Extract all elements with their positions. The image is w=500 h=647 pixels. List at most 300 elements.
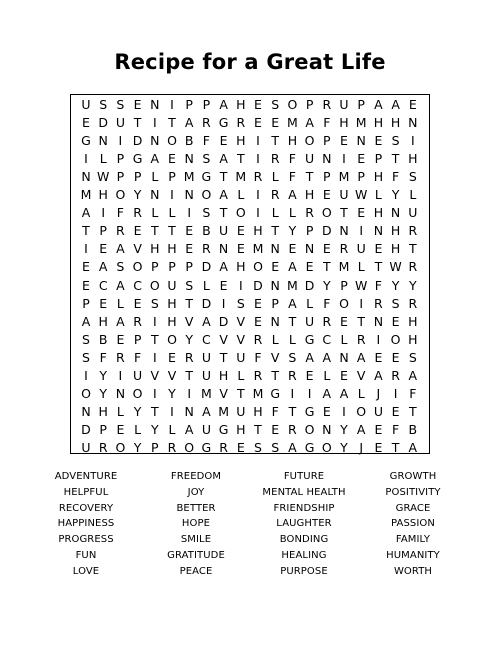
grid-row — [71, 240, 429, 258]
grid-letter: J — [359, 440, 364, 456]
grid-letter: L — [134, 422, 142, 438]
grid-letter: R — [374, 295, 383, 311]
grid-letter: A — [408, 368, 418, 383]
grid-letter: I — [290, 386, 295, 402]
grid-letter: E — [82, 114, 90, 130]
grid-row — [71, 403, 429, 421]
grid-letter: O — [115, 440, 126, 456]
grid-letter: N — [270, 313, 280, 329]
grid-letter: I — [170, 187, 174, 202]
word-list-item: HAPPINESS — [57, 518, 115, 530]
grid-letter: P — [323, 168, 331, 184]
grid-letter: P — [271, 295, 279, 311]
grid-letter: O — [132, 386, 143, 402]
grid-letter: G — [304, 404, 315, 420]
grid-letter: O — [356, 404, 367, 420]
grid-letter: I — [187, 386, 192, 402]
grid-letter: T — [357, 313, 365, 329]
grid-letter: R — [270, 150, 280, 166]
grid-letter: S — [254, 440, 262, 456]
grid-letter: P — [151, 259, 159, 275]
grid-letter: E — [322, 404, 331, 420]
grid-letter: O — [253, 259, 263, 275]
grid-letter: G — [304, 331, 315, 347]
grid-letter: U — [339, 187, 349, 202]
grid-letter: H — [236, 96, 246, 112]
grid-letter: F — [391, 168, 400, 184]
grid-letter: H — [373, 168, 384, 184]
grid-letter: M — [338, 168, 350, 184]
grid-letter: T — [219, 205, 228, 221]
grid-letter: M — [252, 386, 264, 402]
grid-letter: Y — [133, 404, 142, 420]
grid-letter: A — [202, 404, 211, 420]
grid-letter: I — [101, 205, 106, 221]
grid-letter: N — [98, 132, 108, 148]
grid-letter: E — [305, 259, 314, 275]
word-list — [0, 471, 500, 591]
grid-letter: E — [236, 440, 245, 456]
grid-letter: E — [374, 132, 383, 148]
grid-letter: E — [116, 422, 125, 438]
grid-letter: P — [202, 96, 211, 112]
grid-row — [71, 204, 429, 222]
grid-letter: O — [287, 96, 298, 112]
grid-letter: V — [270, 349, 280, 365]
grid-letter: O — [184, 440, 195, 456]
grid-letter: A — [305, 349, 314, 365]
grid-letter: E — [340, 313, 348, 329]
grid-letter: A — [150, 150, 160, 166]
grid-letter: E — [185, 241, 194, 257]
grid-letter: L — [99, 150, 107, 166]
grid-row — [71, 186, 429, 204]
grid-letter: H — [390, 241, 401, 257]
grid-letter: R — [356, 331, 366, 347]
grid-letter: E — [322, 187, 331, 202]
grid-row — [71, 168, 429, 186]
grid-letter: M — [218, 404, 229, 420]
grid-letter: H — [373, 205, 384, 221]
grid-letter: T — [150, 404, 159, 420]
grid-letter: G — [132, 150, 143, 166]
grid-letter: E — [271, 259, 280, 275]
grid-letter: Y — [99, 368, 107, 383]
grid-letter: S — [99, 96, 108, 112]
grid-letter: T — [391, 150, 400, 166]
grid-letter: O — [339, 295, 349, 311]
grid-letter: S — [408, 168, 417, 184]
grid-letter: P — [151, 440, 159, 456]
grid-letter: L — [288, 205, 296, 221]
grid-letter: H — [339, 114, 349, 130]
grid-letter: Y — [99, 386, 107, 402]
word-list-item: FREEDOM — [170, 471, 222, 482]
grid-letter: A — [219, 187, 228, 202]
grid-letter: M — [183, 168, 195, 184]
word-list-item: HELPFUL — [63, 486, 109, 498]
word-list-item: GRACE — [395, 502, 431, 514]
grid-letter: E — [391, 404, 400, 420]
grid-letter: I — [256, 187, 260, 202]
grid-row — [71, 439, 429, 457]
grid-letter: A — [116, 277, 125, 293]
grid-letter: Y — [150, 422, 159, 438]
word-list-item: FUN — [75, 550, 97, 561]
grid-letter: F — [288, 168, 296, 184]
grid-letter: O — [390, 331, 401, 347]
grid-letter: N — [150, 132, 160, 148]
grid-letter: S — [202, 205, 211, 221]
grid-row — [71, 114, 429, 132]
grid-letter: O — [132, 259, 143, 275]
grid-letter: E — [116, 331, 125, 347]
grid-letter: I — [170, 404, 174, 420]
grid-letter: A — [219, 96, 228, 112]
grid-letter: S — [150, 295, 159, 311]
grid-letter: N — [322, 150, 332, 166]
grid-letter: S — [82, 349, 90, 365]
grid-letter: L — [409, 187, 417, 202]
grid-letter: R — [270, 187, 280, 202]
grid-letter: N — [270, 277, 280, 293]
grid-letter: E — [82, 277, 90, 293]
word-list-item: PURPOSE — [280, 565, 328, 577]
grid-letter: E — [133, 223, 142, 239]
grid-letter: E — [357, 205, 366, 221]
grid-letter: H — [253, 223, 263, 239]
word-list-item: PASSION — [391, 518, 435, 530]
grid-letter: I — [84, 368, 88, 383]
grid-letter: N — [304, 241, 315, 257]
grid-letter: N — [150, 187, 160, 202]
grid-letter: W — [355, 277, 368, 293]
grid-letter: E — [168, 150, 176, 166]
grid-letter: L — [357, 259, 365, 275]
grid-letter: N — [373, 313, 384, 329]
grid-letter: A — [288, 187, 297, 202]
grid-letter: E — [168, 349, 176, 365]
grid-letter: E — [133, 295, 142, 311]
grid-letter: A — [184, 114, 194, 130]
word-list-item: HEALING — [281, 550, 327, 561]
grid-letter: E — [185, 223, 194, 239]
grid-letter: P — [323, 132, 331, 148]
grid-letter: T — [82, 223, 90, 239]
grid-letter: U — [115, 114, 125, 130]
grid-letter: L — [271, 331, 279, 347]
grid-row — [71, 295, 429, 313]
grid-letter: G — [304, 440, 315, 456]
grid-letter: H — [408, 150, 418, 166]
grid-letter: H — [408, 331, 418, 347]
grid-letter: E — [254, 96, 262, 112]
grid-letter: R — [133, 205, 142, 221]
grid-letter: V — [167, 368, 177, 383]
grid-letter: H — [287, 132, 298, 148]
grid-letter: A — [408, 440, 418, 456]
grid-letter: F — [254, 349, 262, 365]
grid-letter: Y — [133, 187, 142, 202]
grid-letter: H — [150, 241, 160, 257]
grid-letter: S — [271, 440, 280, 456]
grid-letter: E — [271, 422, 280, 438]
grid-letter: O — [304, 422, 315, 438]
grid-letter: N — [81, 404, 91, 420]
grid-letter: R — [253, 168, 263, 184]
word-list-item: FAMILY — [395, 534, 431, 546]
grid-letter: H — [304, 187, 315, 202]
grid-letter: E — [133, 96, 142, 112]
grid-letter: U — [408, 205, 418, 221]
word-list-item: BETTER — [176, 502, 216, 514]
grid-letter: O — [115, 187, 126, 202]
word-list-item: LAUGHTER — [276, 518, 332, 530]
grid-letter: I — [342, 150, 346, 166]
grid-letter: M — [252, 241, 264, 257]
grid-letter: M — [355, 114, 367, 130]
grid-letter: T — [168, 223, 176, 239]
grid-letter: U — [219, 223, 229, 239]
grid-letter: I — [187, 205, 192, 221]
grid-letter: N — [373, 223, 384, 239]
grid-letter: E — [254, 114, 262, 130]
grid-row — [71, 96, 429, 114]
grid-letter: H — [98, 313, 108, 329]
grid-letter: D — [253, 277, 263, 293]
grid-letter: A — [81, 205, 91, 221]
grid-letter: F — [202, 132, 210, 148]
grid-letter: R — [408, 295, 418, 311]
grid-letter: U — [167, 277, 177, 293]
grid-letter: A — [391, 96, 400, 112]
grid-letter: L — [340, 331, 348, 347]
grid-letter: A — [374, 368, 383, 383]
grid-letter: E — [391, 313, 400, 329]
grid-letter: U — [201, 368, 211, 383]
grid-letter: I — [170, 96, 174, 112]
grid-letter: T — [168, 114, 176, 130]
grid-letter: P — [116, 150, 125, 166]
grid-letter: N — [218, 241, 229, 257]
grid-letter: F — [116, 205, 124, 221]
grid-letter: N — [322, 422, 332, 438]
word-list-item: MENTAL HEALTH — [262, 486, 346, 498]
grid-letter: A — [184, 422, 194, 438]
grid-letter: P — [305, 96, 314, 112]
grid-letter: R — [408, 223, 418, 239]
grid-row — [71, 277, 429, 295]
grid-letter: E — [391, 349, 400, 365]
grid-letter: R — [253, 368, 263, 383]
grid-letter: L — [168, 422, 176, 438]
grid-letter: N — [390, 205, 401, 221]
grid-letter: I — [152, 313, 157, 329]
grid-letter: M — [235, 168, 247, 184]
grid-letter: Y — [391, 277, 400, 293]
grid-letter: U — [305, 150, 315, 166]
grid-letter: A — [116, 313, 125, 329]
grid-letter: P — [168, 259, 176, 275]
grid-letter: F — [133, 349, 142, 365]
grid-letter: I — [376, 331, 381, 347]
grid-letter: R — [184, 349, 194, 365]
grid-letter: H — [390, 114, 401, 130]
grid-letter: U — [133, 368, 143, 383]
grid-letter: R — [322, 96, 332, 112]
grid-letter: L — [374, 187, 382, 202]
grid-letter: O — [201, 187, 212, 202]
word-list-item: SMILE — [180, 534, 212, 546]
grid-letter: N — [184, 150, 194, 166]
grid-letter: S — [408, 349, 417, 365]
word-list-item: JOY — [187, 486, 205, 498]
grid-letter: A — [288, 295, 297, 311]
grid-letter: A — [202, 313, 211, 329]
grid-letter: S — [202, 150, 211, 166]
grid-letter: M — [338, 259, 350, 275]
grid-letter: J — [376, 386, 381, 402]
grid-letter: N — [81, 168, 91, 184]
grid-letter: G — [270, 386, 281, 402]
grid-letter: Y — [322, 277, 331, 293]
grid-letter: S — [236, 295, 245, 311]
grid-letter: V — [133, 241, 142, 257]
grid-letter: Y — [185, 331, 193, 347]
grid-letter: R — [236, 114, 246, 130]
grid-letter: R — [167, 440, 177, 456]
grid-letter: N — [115, 386, 126, 402]
grid-letter: B — [202, 223, 211, 239]
grid-letter: I — [256, 205, 260, 221]
grid-letter: A — [116, 241, 125, 257]
grid-letter: E — [374, 422, 383, 438]
grid-letter: R — [391, 368, 400, 383]
grid-letter: E — [322, 241, 331, 257]
grid-letter: E — [254, 295, 262, 311]
grid-letter: P — [340, 277, 348, 293]
grid-letter: I — [152, 114, 157, 130]
puzzle-title: Recipe for a Great Life — [114, 50, 386, 74]
word-list-item: RECOVERY — [58, 502, 114, 514]
grid-letter: D — [201, 259, 212, 275]
grid-letter: S — [116, 96, 125, 112]
grid-letter: P — [82, 295, 90, 311]
grid-letter: E — [374, 349, 383, 365]
grid-letter: T — [391, 440, 400, 456]
grid-letter: T — [133, 114, 142, 130]
grid-row — [71, 349, 429, 367]
grid-letter: U — [356, 241, 366, 257]
grid-letter: L — [151, 168, 159, 184]
grid-letter: T — [236, 150, 245, 166]
grid-letter: O — [321, 205, 332, 221]
grid-letter: L — [288, 331, 296, 347]
grid-letter: A — [305, 114, 314, 130]
grid-letter: V — [236, 313, 246, 329]
grid-row — [71, 331, 429, 349]
grid-letter: L — [357, 386, 365, 402]
grid-letter: P — [185, 96, 193, 112]
grid-letter: W — [355, 187, 368, 202]
grid-letter: O — [235, 205, 246, 221]
grid-letter: N — [150, 96, 160, 112]
grid-letter: H — [390, 223, 401, 239]
grid-letter: L — [202, 277, 210, 293]
grid-letter: Y — [288, 223, 297, 239]
grid-letter: D — [98, 114, 108, 130]
grid-letter: I — [359, 295, 364, 311]
grid-letter: N — [356, 132, 366, 148]
grid-letter: C — [202, 331, 211, 347]
grid-letter: T — [305, 168, 314, 184]
grid-letter: T — [322, 259, 331, 275]
grid-letter: I — [84, 241, 88, 257]
grid-letter: G — [201, 440, 212, 456]
grid-letter: P — [374, 150, 383, 166]
grid-letter: B — [184, 132, 194, 148]
grid-letter: N — [270, 241, 280, 257]
grid-letter: T — [254, 422, 262, 438]
grid-row — [71, 367, 429, 385]
grid-letter: U — [236, 404, 246, 420]
grid-row — [71, 132, 429, 150]
grid-letter: L — [168, 205, 176, 221]
grid-row — [71, 150, 429, 168]
grid-letter: H — [98, 404, 108, 420]
grid-letter: E — [340, 368, 348, 383]
grid-letter: A — [322, 349, 332, 365]
grid-letter: R — [322, 313, 332, 329]
grid-letter: G — [218, 114, 229, 130]
grid-letter: L — [323, 368, 331, 383]
word-list-item: PEACE — [179, 565, 213, 577]
grid-letter: H — [167, 313, 177, 329]
grid-letter: U — [81, 96, 91, 112]
grid-letter: D — [321, 223, 332, 239]
grid-letter: F — [323, 114, 331, 130]
grid-letter: A — [374, 96, 383, 112]
grid-letter: S — [82, 331, 90, 347]
grid-letter: A — [219, 150, 228, 166]
grid-letter: I — [342, 404, 346, 420]
grid-letter: G — [81, 132, 91, 148]
grid-letter: E — [99, 241, 108, 257]
grid-letter: V — [219, 386, 228, 402]
grid-letter: S — [116, 259, 125, 275]
grid-letter: S — [185, 277, 194, 293]
grid-letter: I — [84, 150, 88, 166]
grid-letter: V — [150, 368, 160, 383]
grid-letter: V — [236, 331, 246, 347]
grid-letter: I — [410, 132, 415, 148]
grid-letter: T — [288, 404, 297, 420]
grid-letter: F — [271, 404, 279, 420]
grid-letter: N — [408, 114, 418, 130]
grid-letter: R — [408, 259, 418, 275]
grid-letter: A — [322, 386, 332, 402]
grid-row — [71, 421, 429, 439]
grid-letter: T — [219, 168, 228, 184]
grid-letter: F — [374, 277, 382, 293]
grid-letter: I — [152, 349, 157, 365]
grid-letter: T — [185, 368, 193, 383]
grid-letter: L — [271, 168, 279, 184]
grid-letter: T — [271, 368, 279, 383]
grid-letter: D — [218, 313, 229, 329]
word-list-item: LOVE — [72, 565, 100, 577]
grid-letter: H — [236, 422, 246, 438]
